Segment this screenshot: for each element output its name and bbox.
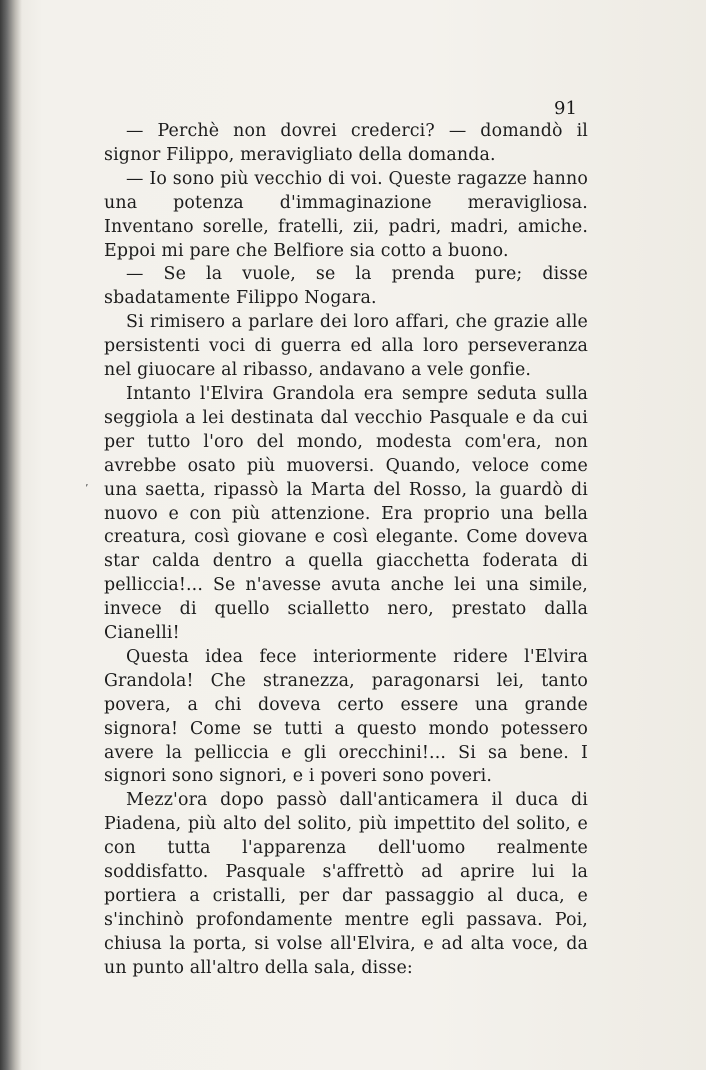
margin-mark: ʼ [85,482,89,495]
paragraph: — Se la vuole, se la prenda pure; disse sbadatamente Filippo Nogara. [104,264,588,309]
book-spine-shadow [0,0,22,1070]
paragraph: — Io sono più vecchio di voi. Queste ragazze hanno una potenza d'immaginazione meravigliosa. Inventano sorelle, fratelli, zii, padri, madri, amiche. Eppoi mi pare che Belfiore sia cotto a buono. [104,168,588,261]
paragraph: — Perchè non dovrei crederci? — domandò il signor Filippo, meravigliato della domanda. [104,121,588,165]
paragraph: Mezz'ora dopo passò dall'anticamera il duca di Piadena, più alto del solito, più impettito del solito, e con tutta l'apparenza dell'uomo realmente soddisfatto. Pasquale s'affrettò ad aprire lui la portiera a cristalli, per dar passaggio al duca, e s'inchinò profondamente mentre egli passava. Poi, chiusa la porta, si volse all'Elvira, e ad alta voce, da un punto all'altro della sala, disse: [104,790,588,978]
page-number: 91 [554,98,577,119]
paragraph: Intanto l'Elvira Grandola era sempre seduta sulla seggiola a lei destinata dal vecchio Pasquale e da cui per tutto l'oro del mondo, modesta com'era, non avrebbe osato più muoversi. Quando, veloce come una saetta, ripassò la Marta del Rosso, la guardò di nuovo e con più attenzione. Era proprio una bella creatura, così giovane e così elegante. Come doveva star calda dentro a quella giacchetta foderata di pelliccia!... Se n'avesse avuta anche lei una simile, invece di quello scialletto nero, prestato dalla Cianelli! [104,383,588,644]
paragraph: Questa idea fece interiormente ridere l'Elvira Grandola! Che stranezza, paragonarsi lei, tanto povera, a chi doveva certo essere una grande signora! Come se tutti a questo mondo potessero avere la pelliccia e gli orecchini!... Si sa bene. I signori sono signori, e i poveri sono poveri. [104,646,588,787]
body-text [104,120,588,981]
paragraph: Si rimisero a parlare dei loro affari, che grazie alle persistenti voci di guerra ed alla loro perseveranza nel giuocare al ribasso, andavano a vele gonfie. [104,312,588,381]
